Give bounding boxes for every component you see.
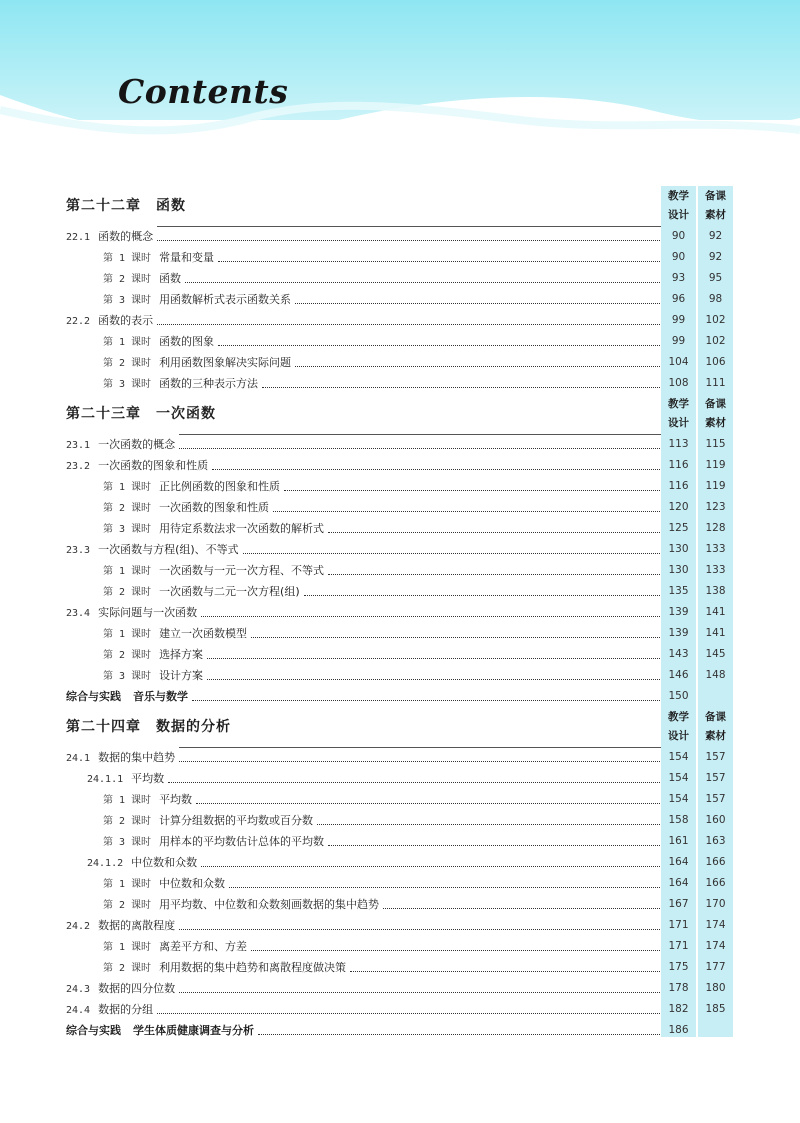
dot-leader (295, 345, 660, 367)
dot-leader (207, 637, 660, 659)
toc-entry-number: 第 2 课时 (103, 816, 152, 827)
toc-entry-number: 第 2 课时 (103, 358, 152, 369)
page-prep-material: 98 (708, 293, 723, 305)
page-prep-material: 95 (708, 272, 723, 284)
dot-leader (251, 616, 660, 638)
toc-entry-title: 用待定系数法求一次函数的解析式 (159, 522, 325, 535)
page-teaching-design: 182 (668, 1003, 689, 1015)
toc-entry-label (103, 936, 251, 958)
page-prep-material: 138 (705, 585, 726, 597)
page-prep-material: 92 (708, 251, 723, 263)
dot-leader (273, 490, 660, 512)
toc-entry-number: 第 1 课时 (103, 337, 152, 348)
toc-entry-number: 第 1 课时 (103, 629, 152, 640)
dot-leader (328, 824, 660, 846)
toc-entry-title: 平均数 (159, 793, 193, 806)
toc-entry-number: 综合与实践 (66, 690, 121, 703)
page-prep-material: 157 (705, 772, 726, 784)
page-teaching-design: 104 (668, 356, 689, 368)
toc-entry-title: 中位数和众数 (131, 856, 198, 869)
toc-entry-title: 函数 (159, 272, 182, 285)
page-teaching-design: 113 (668, 438, 689, 450)
dot-leader (262, 366, 660, 388)
toc-entry-title: 离差平方和、方差 (159, 940, 248, 953)
page-prep-material: 166 (705, 856, 726, 868)
dot-leader (179, 971, 660, 993)
dot-leader (201, 595, 660, 617)
toc-entry-title: 用样本的平均数估计总体的平均数 (159, 835, 325, 848)
toc-entry-title: 平均数 (131, 772, 165, 785)
page-teaching-design: 90 (671, 230, 686, 242)
dot-leader (179, 740, 660, 762)
page-prep-material: 133 (705, 543, 726, 555)
toc-entry-label (87, 852, 201, 874)
dot-leader (201, 845, 660, 867)
page-teaching-design: 99 (671, 335, 686, 347)
toc-entry-title: 实际问题与一次函数 (98, 606, 198, 619)
page-prep-material: 145 (705, 648, 726, 660)
page-teaching-design: 164 (668, 877, 689, 889)
toc-entry-number: 第 3 课时 (103, 837, 152, 848)
toc-entry-title: 学生体质健康调查与分析 (133, 1024, 254, 1037)
toc-entry-number: 24.1.1 (87, 774, 124, 785)
dot-leader (251, 929, 660, 951)
toc-entry-label (66, 226, 157, 248)
page-prep-material: 119 (705, 480, 726, 492)
toc-entry-number: 第 3 课时 (103, 671, 152, 682)
dot-leader (179, 427, 660, 449)
toc-entry-number: 24.4 (66, 1005, 91, 1016)
toc-entry-number: 23.4 (66, 608, 91, 619)
page-teaching-design: 116 (668, 459, 689, 471)
column-header-teaching-design: 教学 设计 (668, 398, 689, 429)
dot-leader (350, 950, 660, 972)
page-teaching-design: 164 (668, 856, 689, 868)
page-teaching-design: 116 (668, 480, 689, 492)
page-teaching-design: 175 (668, 961, 689, 973)
dot-leader (218, 324, 660, 346)
dot-leader (317, 803, 660, 825)
toc-entry-number: 第 1 课时 (103, 879, 152, 890)
toc-entry-number: 23.3 (66, 545, 91, 556)
toc-entry-label (66, 1020, 258, 1041)
toc-entry-number: 第 1 课时 (103, 795, 152, 806)
toc-entry-title: 建立一次函数模型 (159, 627, 248, 640)
dot-leader (157, 303, 660, 325)
toc-entry-title: 函数的三种表示方法 (159, 377, 259, 390)
page-teaching-design: 154 (668, 793, 689, 805)
page-teaching-design: 186 (668, 1024, 689, 1036)
toc-entry-number: 24.1.2 (87, 858, 124, 869)
toc-entry-title: 音乐与数学 (133, 690, 188, 703)
dot-leader (383, 887, 660, 909)
toc-entry-title: 用函数解析式表示函数关系 (159, 293, 292, 306)
toc-entry-number: 综合与实践 (66, 1024, 121, 1037)
dot-leader (207, 658, 660, 680)
page-prep-material: 166 (705, 877, 726, 889)
column-header-prep-material: 备课 素材 (705, 711, 726, 742)
page-teaching-design: 171 (668, 940, 689, 952)
dot-leader (243, 532, 660, 554)
page-teaching-design: 120 (668, 501, 689, 513)
page-title: Contents (118, 72, 289, 111)
toc-entry-title: 函数的概念 (98, 230, 154, 243)
column-header-prep-material: 备课 素材 (705, 398, 726, 429)
page-teaching-design: 135 (668, 585, 689, 597)
page-teaching-design: 158 (668, 814, 689, 826)
dot-leader (218, 240, 660, 262)
toc-entry-number: 第 2 课时 (103, 963, 152, 974)
page-prep-material: 157 (705, 751, 726, 763)
dot-leader (168, 761, 660, 783)
page-prep-material: 174 (705, 940, 726, 952)
toc-entry-number: 22.2 (66, 316, 91, 327)
page-teaching-design: 150 (668, 690, 689, 702)
page-teaching-design: 143 (668, 648, 689, 660)
page-prep-material: 174 (705, 919, 726, 931)
page-prep-material: 92 (708, 230, 723, 242)
page-prep-material: 102 (705, 335, 726, 347)
page-prep-material: 115 (705, 438, 726, 450)
toc-entry-title: 一次函数的图象和性质 (98, 459, 209, 472)
dot-leader (295, 282, 660, 304)
toc-entry-label (103, 476, 284, 498)
toc-entry-label (103, 789, 196, 811)
column-header-teaching-design: 教学 设计 (668, 711, 689, 742)
toc-entry-label (103, 644, 207, 666)
page-prep-material: 133 (705, 564, 726, 576)
toc-entry-label (103, 560, 328, 582)
toc-entry-label (66, 434, 179, 456)
dot-leader (192, 679, 660, 701)
page-teaching-design: 93 (671, 272, 686, 284)
toc-entry-number: 第 2 课时 (103, 900, 152, 911)
toc-entry-number: 第 1 课时 (103, 566, 152, 577)
toc-entry-title: 计算分组数据的平均数或百分数 (159, 814, 314, 827)
dot-leader (284, 469, 660, 491)
page-prep-material: 180 (705, 982, 726, 994)
toc-entry-title: 设计方案 (159, 669, 204, 682)
toc-entry-title: 一次函数与方程(组)、不等式 (98, 543, 239, 556)
toc-entry-number: 24.3 (66, 984, 91, 995)
page-prep-material: 141 (705, 606, 726, 618)
page-teaching-design: 130 (668, 543, 689, 555)
page-prep-material: 163 (705, 835, 726, 847)
toc-entry-number: 第 3 课时 (103, 524, 152, 535)
toc-entry-title: 一次函数与一元一次方程、不等式 (159, 564, 325, 577)
toc-entry[interactable] (66, 373, 734, 394)
page-teaching-design: 154 (668, 751, 689, 763)
toc-entry-title: 数据的分组 (98, 1003, 154, 1016)
page-teaching-design: 96 (671, 293, 686, 305)
toc-entry-label (103, 373, 262, 395)
toc-entry-title: 利用函数图象解决实际问题 (159, 356, 292, 369)
toc-entry-label (66, 747, 179, 769)
page-teaching-design: 161 (668, 835, 689, 847)
toc-entry-number: 24.1 (66, 753, 91, 764)
page-teaching-design: 154 (668, 772, 689, 784)
toc-entry-label (66, 686, 192, 707)
toc-entry-label (103, 331, 218, 353)
toc-entry-number: 第 1 课时 (103, 482, 152, 493)
dot-leader (179, 908, 660, 930)
page-teaching-design: 108 (668, 377, 689, 389)
toc-entry-label (66, 999, 157, 1021)
dot-leader (258, 1013, 660, 1035)
toc-entry[interactable] (66, 686, 734, 707)
page-teaching-design: 178 (668, 982, 689, 994)
toc-entry-title: 数据的四分位数 (98, 982, 176, 995)
dot-leader (157, 992, 660, 1014)
dot-leader (304, 574, 660, 596)
toc-entry-label (66, 455, 212, 477)
toc-entry-label (87, 768, 168, 790)
page-teaching-design: 130 (668, 564, 689, 576)
page-teaching-design: 139 (668, 606, 689, 618)
toc-entry-label (66, 602, 201, 624)
chapter-title: 第二十二章 函数 (66, 198, 186, 214)
page-prep-material: 160 (705, 814, 726, 826)
toc-entry-title: 一次函数的图象和性质 (159, 501, 270, 514)
page-prep-material: 123 (705, 501, 726, 513)
toc-entry-title: 中位数和众数 (159, 877, 226, 890)
page-teaching-design: 146 (668, 669, 689, 681)
dot-leader (229, 866, 660, 888)
page-prep-material: 106 (705, 356, 726, 368)
chapter-title: 第二十三章 一次函数 (66, 406, 216, 422)
toc-entry[interactable] (66, 1020, 734, 1041)
page-prep-material: 170 (705, 898, 726, 910)
page-teaching-design: 171 (668, 919, 689, 931)
toc-entry-title: 函数的表示 (98, 314, 154, 327)
page-prep-material: 128 (705, 522, 726, 534)
page-prep-material: 185 (705, 1003, 726, 1015)
toc-entry-label (103, 873, 229, 895)
toc-entry-number: 第 3 课时 (103, 379, 152, 390)
toc-entry-title: 数据的集中趋势 (98, 751, 176, 764)
page-teaching-design: 139 (668, 627, 689, 639)
page-prep-material: 119 (705, 459, 726, 471)
dot-leader (212, 448, 660, 470)
toc-entry-title: 数据的离散程度 (98, 919, 176, 932)
column-header-teaching-design: 教学 设计 (668, 190, 689, 221)
toc-entry-title: 利用数据的集中趋势和离散程度做决策 (159, 961, 347, 974)
page-prep-material: 157 (705, 793, 726, 805)
page-prep-material: 102 (705, 314, 726, 326)
toc-entry-title: 选择方案 (159, 648, 204, 661)
toc-entry-number: 22.1 (66, 232, 91, 243)
toc-entry-label (66, 310, 157, 332)
toc-entry-number: 23.2 (66, 461, 91, 472)
toc-entry-number: 第 2 课时 (103, 650, 152, 661)
toc-entry-title: 一次函数与二元一次方程(组) (159, 585, 300, 598)
page-teaching-design: 99 (671, 314, 686, 326)
page-prep-material: 148 (705, 669, 726, 681)
page-prep-material: 141 (705, 627, 726, 639)
toc-entry-title: 正比例函数的图象和性质 (159, 480, 281, 493)
dot-leader (196, 782, 660, 804)
dot-leader (328, 511, 660, 533)
toc-entry-number: 24.2 (66, 921, 91, 932)
page-teaching-design: 125 (668, 522, 689, 534)
chapter-title: 第二十四章 数据的分析 (66, 719, 231, 735)
page-teaching-design: 167 (668, 898, 689, 910)
toc-entry-title: 一次函数的概念 (98, 438, 176, 451)
toc-entry-number: 23.1 (66, 440, 91, 451)
toc-entry-label (103, 497, 273, 519)
toc-entry-title: 用平均数、中位数和众数刻画数据的集中趋势 (159, 898, 380, 911)
toc-entry-number: 第 2 课时 (103, 503, 152, 514)
toc-entry-title: 常量和变量 (159, 251, 215, 264)
toc-entry-number: 第 2 课时 (103, 587, 152, 598)
toc-entry-label (66, 539, 243, 561)
dot-leader (328, 553, 660, 575)
page-prep-material: 111 (705, 377, 726, 389)
toc-entry-label (103, 810, 317, 832)
toc-entry-number: 第 2 课时 (103, 274, 152, 285)
page-teaching-design: 90 (671, 251, 686, 263)
toc-entry-number: 第 1 课时 (103, 942, 152, 953)
toc-entry-number: 第 3 课时 (103, 295, 152, 306)
dot-leader (185, 261, 660, 283)
page-prep-material: 177 (705, 961, 726, 973)
toc-entry-title: 函数的图象 (159, 335, 215, 348)
toc-entry-label (66, 915, 179, 937)
toc-entry-number: 第 1 课时 (103, 253, 152, 264)
toc-entry-label (103, 268, 185, 290)
column-header-prep-material: 备课 素材 (705, 190, 726, 221)
dot-leader (157, 219, 660, 241)
